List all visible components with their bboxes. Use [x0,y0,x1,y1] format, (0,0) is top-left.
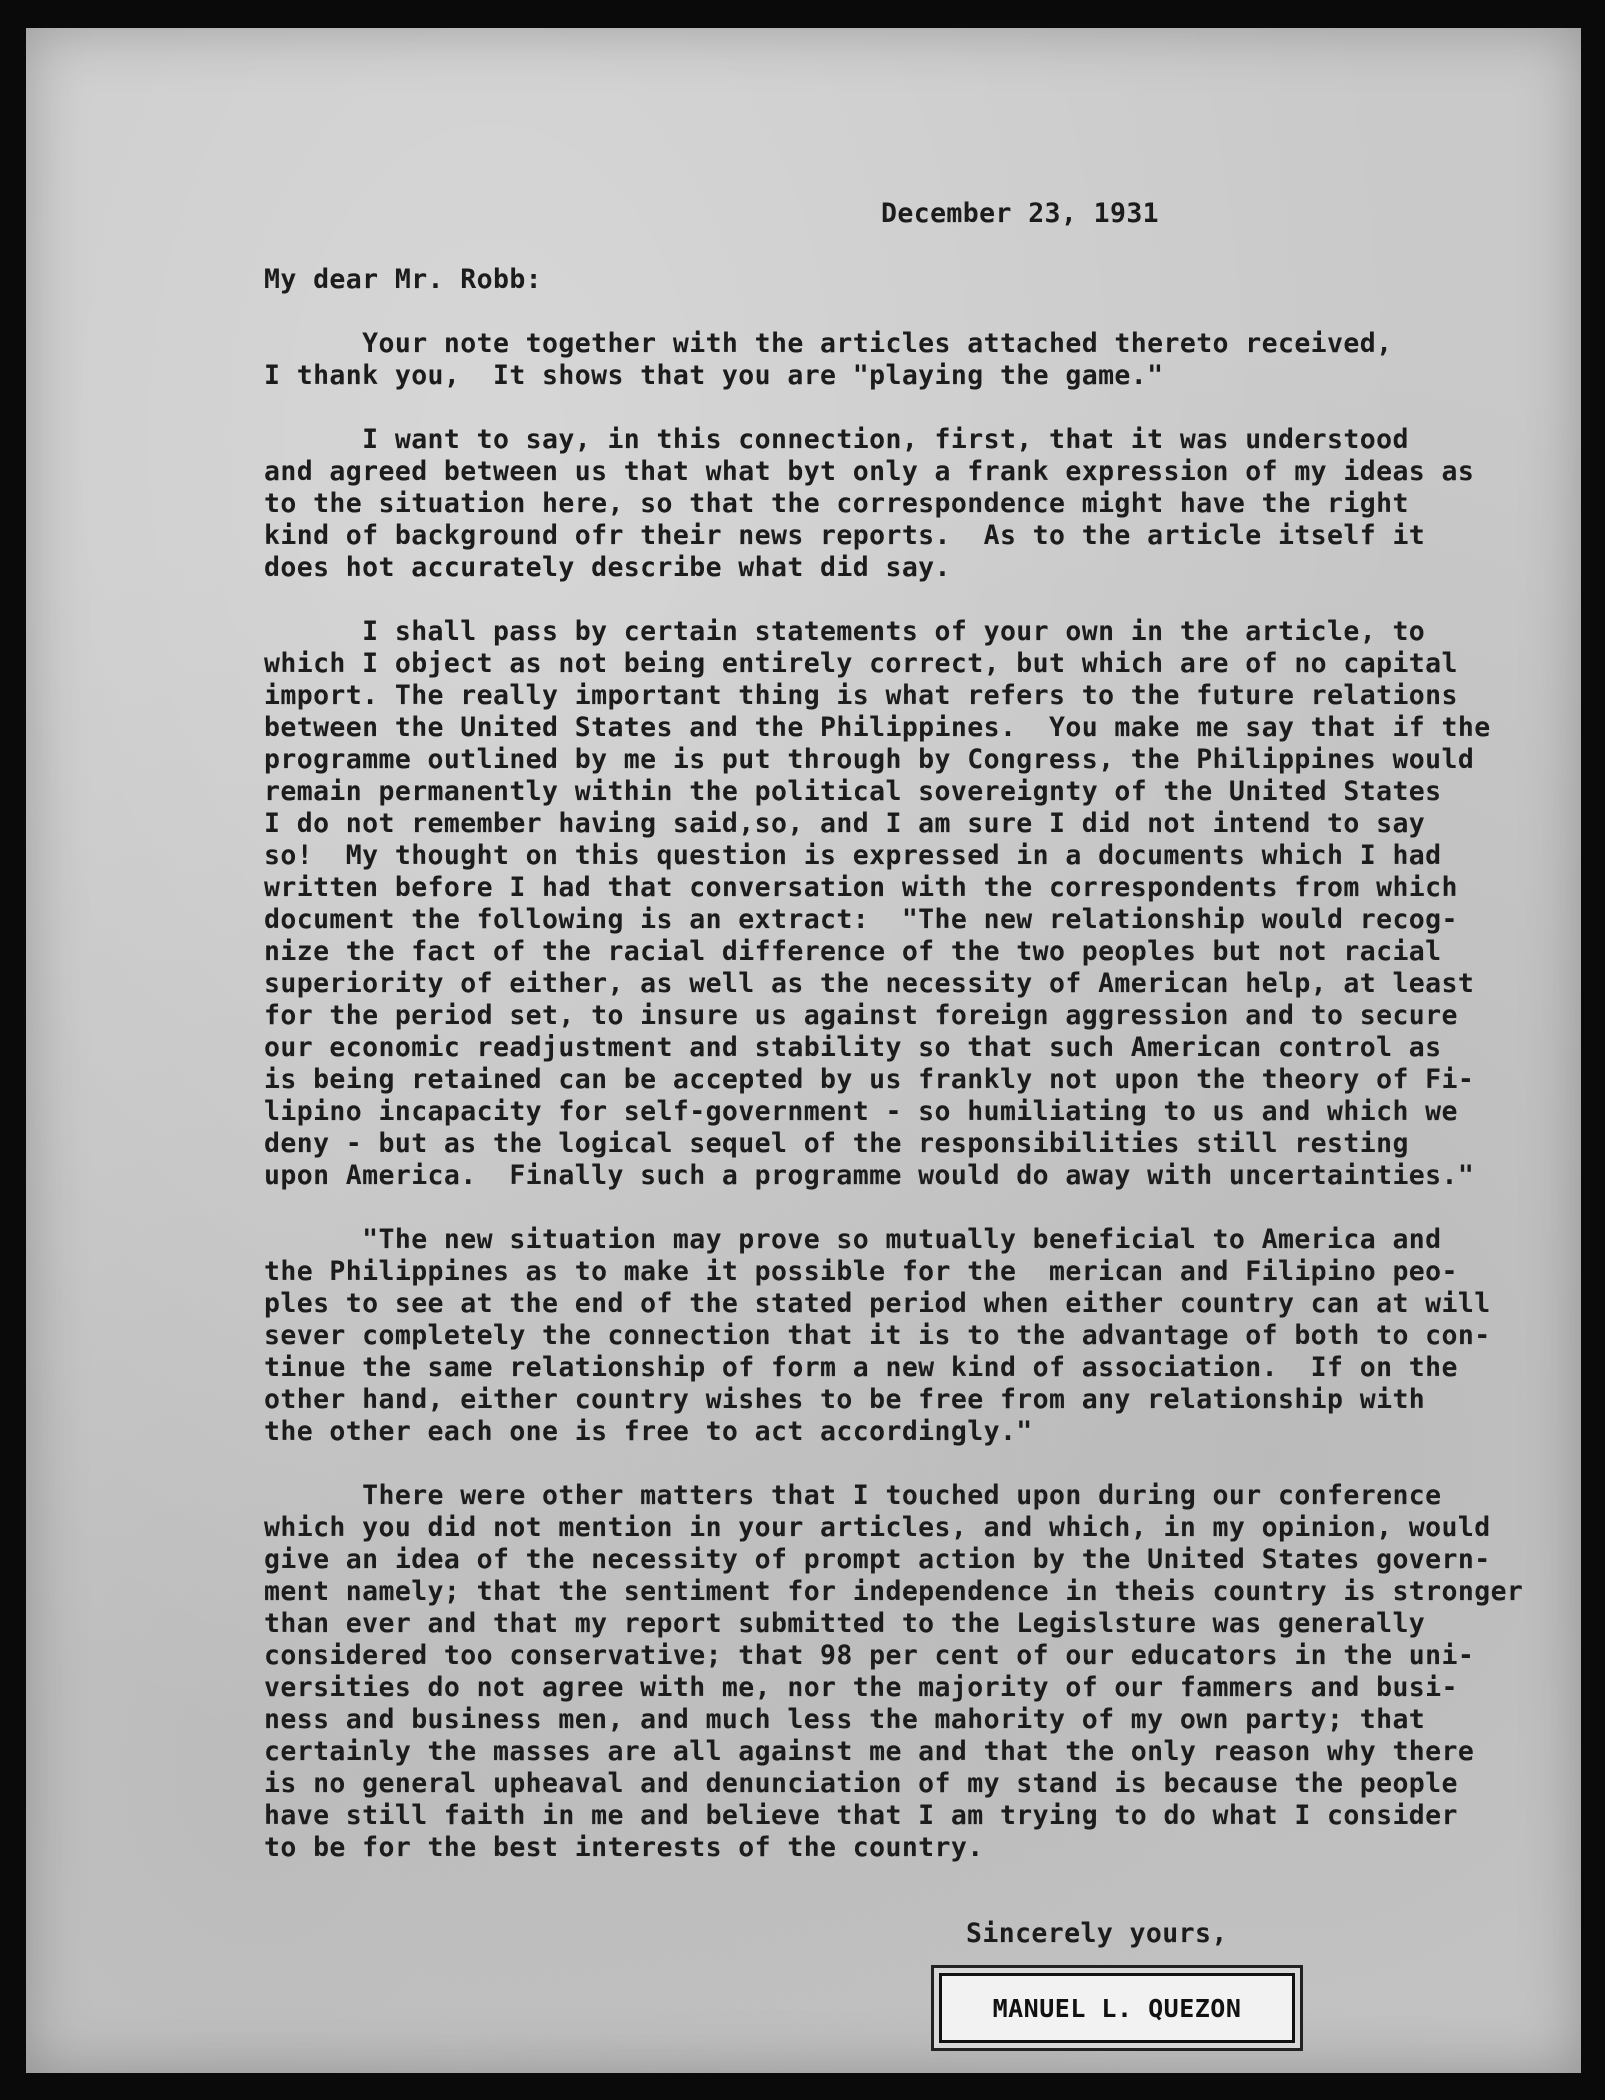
paragraph-1: Your note together with the articles attached thereto received, I thank you, It shows that you are "playing the game." [264,328,1393,391]
letter-date: December 23, 1931 [881,198,1160,229]
letter-page [26,28,1581,2073]
paragraph-3: I shall pass by certain statements of your own in the article, to which I object as not being entirely correct, but which are of no capital import. The really important thing is what refers to the future relations between the United States and the Philippines. You make me say that if the programme outlined by me is put through by Congress, the Philippines would remain permanently within the political sovereignty of the United States I do not remember having said,so, and I am sure I did not intend to say so! My thought on this question is expressed in a documents which I had written before I had that conversation with the correspondents from which document the following is an extract: "The new relationship would recog- nize the fact of the racial difference of the two peoples but not racial superiority of either, as well as the necessity of American help, at least for the period set, to insure us against foreign aggression and to secure our economic readjustment and stability so that such American control as is being retained can be accepted by us frankly not upon the theory of Fi- lipino incapacity for self-government - so humiliating to us and which we deny - but as the logical sequel of the responsibilities still resting upon America. Finally such a programme would do away with uncertainties." [264,616,1491,1191]
paragraph-4: "The new situation may prove so mutually beneficial to America and the Philippines as to make it possible for the merican and Filipino peo- ples to see at the end of the stated period when either country can at will sever completely the connection that it is to the advantage of both to con- tinue the same relationship of form a new kind of association. If on the other hand, either country wishes to be free from any relationship with the other each one is free to act accordingly." [264,1224,1491,1447]
signature-block [939,1973,1295,2043]
letter-body [264,328,1534,1896]
closing: Sincerely yours, [966,1918,1228,1949]
signature-name: MANUEL L. QUEZON [992,1993,1242,2023]
salutation: My dear Mr. Robb: [264,264,543,295]
paragraph-5: There were other matters that I touched upon during our conference which you did not mention in your articles, and which, in my opinion, would give an idea of the necessity of prompt action by the United States govern- ment namely; that the sentiment for independence in theis country is stronger than ever and that my report submitted to the Legislsture was generally considered too conservative; that 98 per cent of our educators in the uni- versities do not agree with me, nor the majority of our fammers and busi- ness and business men, and much less the mahority of my own party; that certainly the masses are all against me and that the only reason why there is no general upheaval and denunciation of my stand is because the people have still faith in me and believe that I am trying to do what I consider to be for the best interests of the country. [264,1480,1524,1863]
paragraph-2: I want to say, in this connection, first, that it was understood and agreed between us that what byt only a frank expression of my ideas as to the situation here, so that the correspondence might have the right kind of background ofr their news reports. As to the article itself it does hot accurately describe what did say. [264,424,1475,583]
